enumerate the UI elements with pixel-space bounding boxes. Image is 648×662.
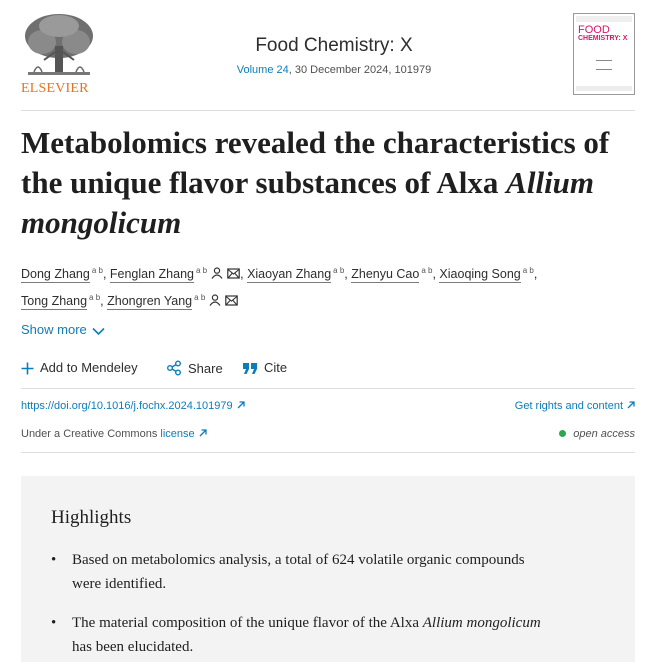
author-name[interactable]: Xiaoyan Zhang xyxy=(247,267,332,281)
author[interactable] xyxy=(247,267,344,281)
person-icon[interactable] xyxy=(211,267,223,279)
author[interactable] xyxy=(21,294,100,308)
rights-link[interactable] xyxy=(515,400,635,412)
license-prefix: Under a Creative Commons xyxy=(21,428,161,440)
volume-link[interactable]: Volume 24 xyxy=(236,64,289,76)
author-name[interactable]: Zhongren Yang xyxy=(107,294,193,308)
highlights-title: Highlights xyxy=(51,507,132,528)
share-label: Share xyxy=(188,361,223,376)
mendeley-label: Add to Mendeley xyxy=(40,360,138,375)
cite-label: Cite xyxy=(264,360,288,375)
author-affiliation[interactable]: a b xyxy=(194,293,206,302)
cover-title-line2: CHEMISTRY: X xyxy=(578,35,628,42)
page-header xyxy=(0,0,648,110)
cite-button[interactable] xyxy=(242,360,287,375)
header-divider xyxy=(21,110,635,111)
rights-text: Get rights and content xyxy=(514,400,623,412)
cover-title xyxy=(578,25,627,43)
open-access-dot-icon xyxy=(559,430,566,437)
publisher-name: ELSEVIER xyxy=(21,81,89,96)
highlight-text: Based on metabolomics analysis, a total of 624 volatile organic compounds were identified. xyxy=(72,552,525,592)
author-list: Dong Zhang $^{a b}$, Fenglan Zhang $^{a b}$ , Xiaoyan Zhang $^{a b}$, Zhenyu Cao $^{a b}$, Xiaoqing Song $^{a b}$, Tong Zhang $^{a b}$, Zhongren Yang $^{a b}$ xyxy=(21,266,538,308)
issue-date: , 30 December 2024, 101979 xyxy=(288,64,432,76)
envelope-icon[interactable] xyxy=(227,268,240,279)
author-name[interactable]: Tong Zhang xyxy=(21,294,88,308)
cover-title-line1: FOOD xyxy=(578,24,610,36)
highlight-text-italic: Allium mongolicum xyxy=(422,615,541,631)
article-title xyxy=(21,123,641,243)
external-link-icon xyxy=(199,429,207,437)
bullet: • xyxy=(51,552,57,568)
bullet: • xyxy=(51,615,57,631)
add-to-mendeley-button[interactable] xyxy=(21,360,138,375)
highlights-section xyxy=(21,476,635,662)
author[interactable] xyxy=(351,267,432,281)
license-link-text: license xyxy=(160,428,195,440)
cover-band xyxy=(576,16,632,22)
cover-band-bottom xyxy=(576,86,632,91)
author[interactable] xyxy=(21,267,103,281)
envelope-icon[interactable] xyxy=(225,295,238,306)
quote-icon xyxy=(242,362,258,375)
cover-decoration xyxy=(596,60,612,70)
show-more-button[interactable] xyxy=(21,322,105,337)
highlight-text-part1: The material composition of the unique flavor of the Alxa xyxy=(72,615,423,631)
show-more-label: Show more xyxy=(21,322,87,337)
chevron-down-icon xyxy=(92,327,105,336)
person-icon[interactable] xyxy=(209,294,221,306)
share-icon xyxy=(166,360,182,376)
doi-text: https://doi.org/10.1016/j.fochx.2024.101979 xyxy=(21,400,233,412)
author[interactable] xyxy=(110,267,240,281)
highlight-text-part2: has been elucidated. xyxy=(72,639,194,655)
author-affiliation[interactable]: a b xyxy=(421,266,433,275)
article-title-italic: Allium mongolicum xyxy=(21,165,595,240)
author-affiliation[interactable]: a b xyxy=(195,266,208,275)
author-name[interactable]: Dong Zhang xyxy=(21,267,90,281)
highlight-text xyxy=(72,611,542,659)
doi-link[interactable] xyxy=(21,400,245,412)
license-line xyxy=(21,428,207,440)
links-divider xyxy=(21,452,635,453)
author-affiliation[interactable]: a b xyxy=(333,266,345,275)
actions-divider xyxy=(21,388,635,389)
author[interactable] xyxy=(439,267,533,281)
author[interactable] xyxy=(107,294,238,308)
external-link-icon xyxy=(237,401,245,409)
plus-icon xyxy=(21,362,34,375)
author-name[interactable]: Fenglan Zhang xyxy=(109,267,194,281)
author-affiliation[interactable]: a b xyxy=(89,293,101,302)
author-affiliation[interactable]: a b xyxy=(91,266,103,275)
author-affiliation[interactable]: a b xyxy=(522,266,534,275)
journal-title[interactable]: Food Chemistry: X xyxy=(255,35,413,56)
license-link[interactable] xyxy=(160,428,206,440)
journal-cover-thumbnail[interactable] xyxy=(573,13,635,95)
open-access-badge xyxy=(559,428,635,440)
issue-info xyxy=(0,64,648,76)
author-name[interactable]: Zhenyu Cao xyxy=(351,267,420,281)
author-name[interactable]: Xiaoqing Song xyxy=(439,267,521,281)
article-title-text: Metabolomics revealed the characteristics of the unique flavor substances of Alxa xyxy=(21,125,610,200)
open-access-label: open access xyxy=(573,428,635,440)
share-button[interactable] xyxy=(166,360,223,376)
external-link-icon xyxy=(627,401,635,409)
